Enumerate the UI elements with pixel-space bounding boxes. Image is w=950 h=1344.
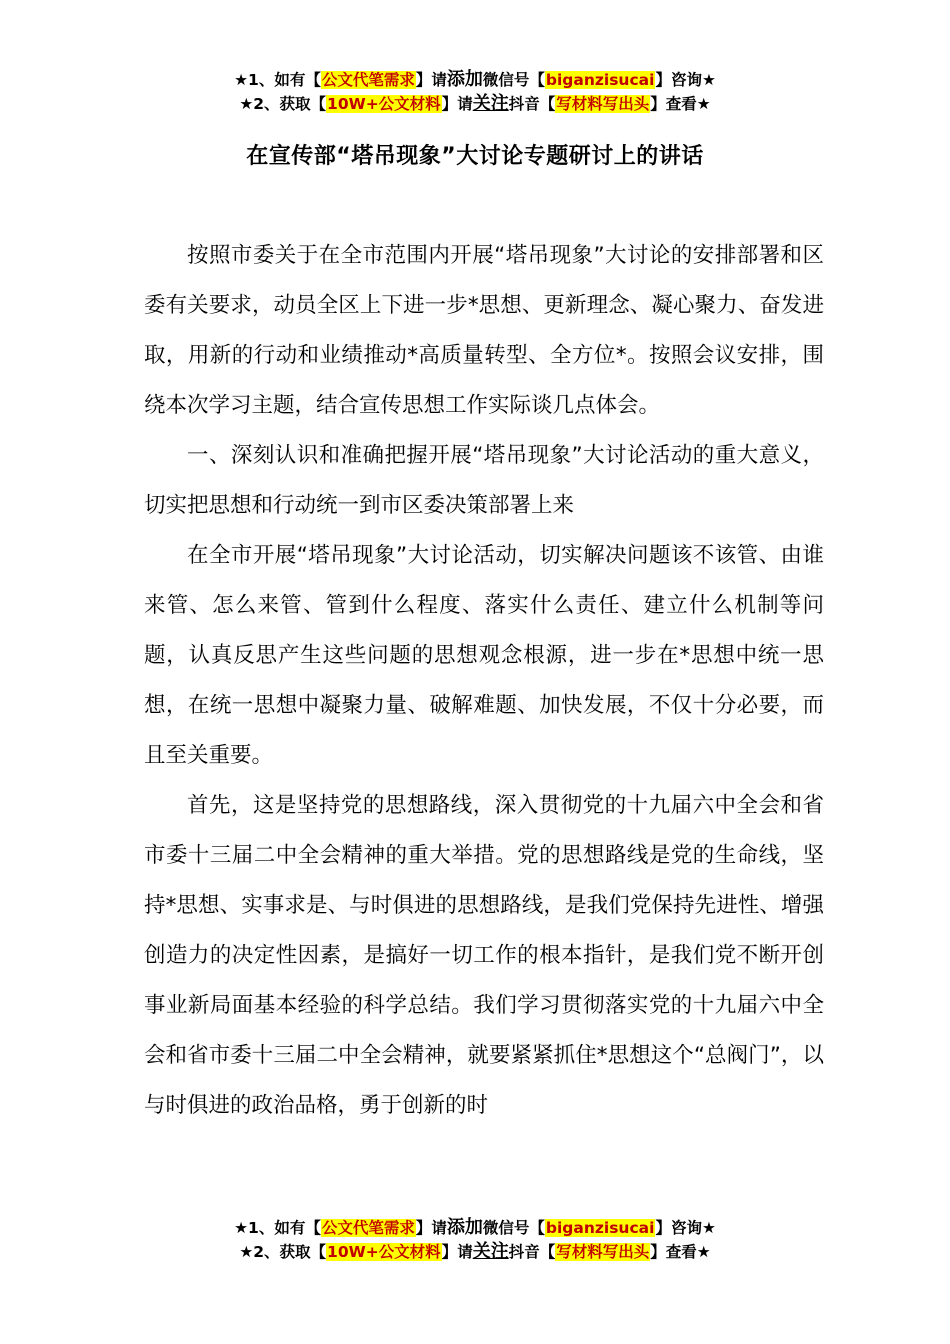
- banner-text: 微信号【: [482, 1219, 545, 1237]
- bottom-banner: [0, 1216, 950, 1264]
- banner-line-2: [0, 92, 950, 116]
- banner-text: ★2、获取【: [239, 1243, 327, 1261]
- banner-emphasis: 关注: [472, 1241, 509, 1262]
- paragraph: 首先，这是坚持党的思想路线，深入贯彻党的十九届六中全会和省市委十三届二中全会精神的重大举措。党的思想路线是党的生命线，坚持*思想、实事求是、与时俱进的思想路线，是我们党保持先进性、增强创造力的决定性因素，是搞好一切工作的根本指针，是我们党不断开创事业新局面基本经验的科学总结。我们学习贯彻落实党的十九届六中全会和省市委十三届二中全会精神，就要紧紧抓住*思想这个“总阀门”，以与时俱进的政治品格，勇于创新的时: [144, 793, 824, 1118]
- paragraph: 在全市开展“塔吊现象”大讨论活动，切实解决问题该不该管、由谁来管、怎么来管、管到什么程度、落实什么责任、建立什么机制等问题，认真反思产生这些问题的思想观念根源，进一步在*思想中统一思想，在统一思想中凝聚力量、破解难题、加快发展，不仅十分必要，而且至关重要。: [144, 543, 824, 768]
- banner-text: 】查看★: [650, 95, 711, 113]
- banner-text: ★1、如有【: [234, 71, 321, 89]
- banner-emphasis: 添加: [446, 1217, 483, 1238]
- banner-text: 】请: [415, 71, 447, 89]
- banner-highlight: 10W+公文材料: [327, 95, 441, 113]
- banner-wechat-id: biganzisucai: [545, 71, 655, 89]
- banner-douyin-id: 写材料写出头: [556, 95, 650, 113]
- banner-text: 抖音【: [508, 1243, 556, 1261]
- banner-text: 】咨询★: [655, 1219, 716, 1237]
- banner-highlight: 公文代笔需求: [321, 1219, 415, 1237]
- top-banner: [0, 68, 950, 116]
- banner-wechat-id: biganzisucai: [545, 1219, 655, 1237]
- banner-highlight: 10W+公文材料: [327, 1243, 441, 1261]
- paragraph-intro: 按照市委关于在全市范围内开展“塔吊现象”大讨论的安排部署和区委有关要求，动员全区上下进一步*思想、更新理念、凝心聚力、奋发进取，用新的行动和业绩推动*高质量转型、全方位*。按照会议安排，围绕本次学习主题，结合宣传思想工作实际谈几点体会。: [144, 243, 824, 418]
- banner-text: 】请: [415, 1219, 447, 1237]
- banner-text: ★1、如有【: [234, 1219, 321, 1237]
- banner-text: 】请: [441, 95, 473, 113]
- banner-text: ★2、获取【: [239, 95, 327, 113]
- banner-text: 抖音【: [508, 95, 556, 113]
- document-title: 在宣传部“塔吊现象”大讨论专题研讨上的讲话: [246, 144, 704, 169]
- paragraph-section-heading: 一、深刻认识和准确把握开展“塔吊现象”大讨论活动的重大意义，切实把思想和行动统一到市区委决策部署上来: [144, 443, 824, 518]
- banner-highlight: 公文代笔需求: [321, 71, 415, 89]
- document-body: [144, 231, 824, 1131]
- banner-line-1: [0, 68, 950, 92]
- banner-line-1: [0, 1216, 950, 1240]
- banner-douyin-id: 写材料写出头: [556, 1243, 650, 1261]
- banner-emphasis: 关注: [472, 93, 509, 114]
- banner-text: 】查看★: [650, 1243, 711, 1261]
- banner-text: 】请: [441, 1243, 473, 1261]
- banner-text: 】咨询★: [655, 71, 716, 89]
- banner-emphasis: 添加: [446, 69, 483, 90]
- banner-line-2: [0, 1240, 950, 1264]
- banner-text: 微信号【: [482, 71, 545, 89]
